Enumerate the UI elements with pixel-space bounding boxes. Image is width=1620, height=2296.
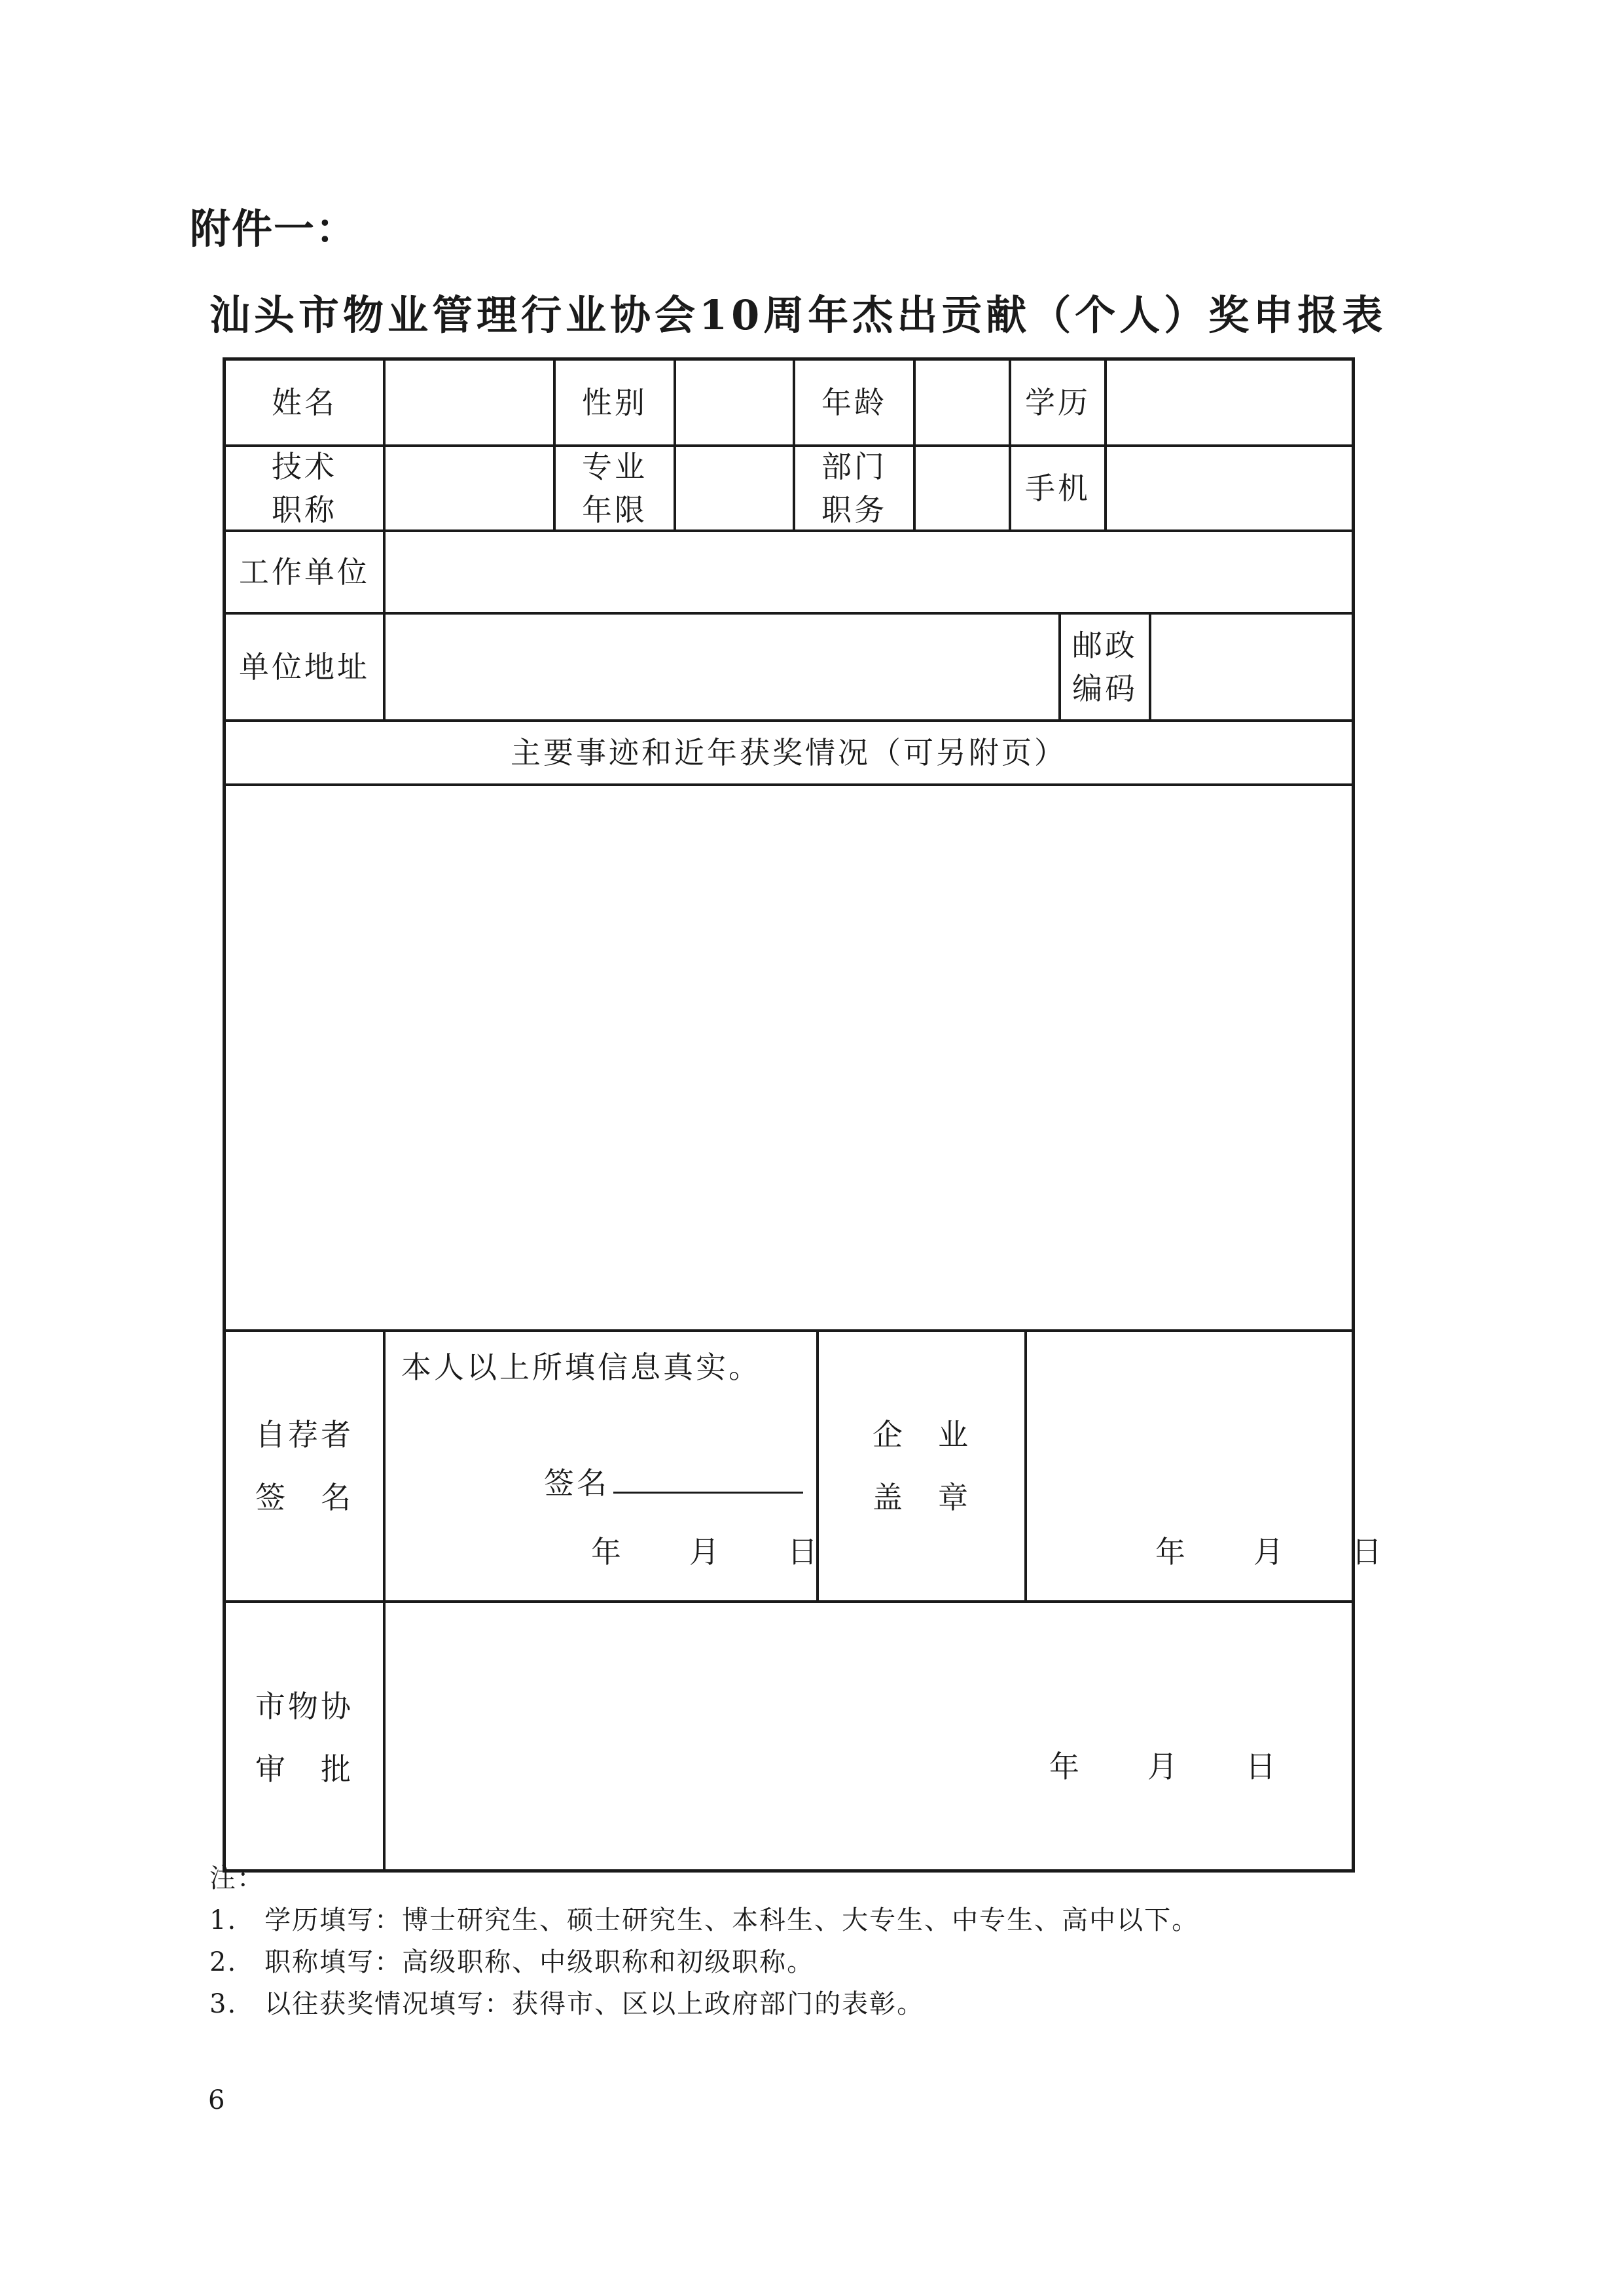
name-input[interactable] xyxy=(386,361,553,444)
postcode-label: 邮政 编码 xyxy=(1072,628,1138,706)
col-divider xyxy=(1024,1329,1027,1600)
attachment-label: 附件一： xyxy=(190,205,358,253)
company-seal-date: 年 月 日 xyxy=(1155,1534,1384,1570)
professional-years-label: 专业 年限 xyxy=(582,449,647,528)
achievements-heading: 主要事迹和近年获奖情况（可另附页） xyxy=(511,735,1067,770)
mobile-label: 手机 xyxy=(1025,471,1090,506)
age-input[interactable] xyxy=(916,361,1009,444)
company-seal-label: 企 业 盖 章 xyxy=(873,1417,971,1515)
page-number: 6 xyxy=(208,2085,225,2115)
col-divider xyxy=(383,1329,386,1873)
age-label: 年龄 xyxy=(821,385,887,420)
notes-heading: 注： xyxy=(209,1863,264,1893)
application-form xyxy=(223,357,1384,1873)
name-label: 姓名 xyxy=(272,385,337,420)
postcode-input[interactable] xyxy=(1151,615,1352,719)
department-position-label: 部门 职务 xyxy=(821,449,887,528)
address-input[interactable] xyxy=(386,615,1058,719)
note-item: 2. 职称填写：高级职称、中级职称和初级职称。 xyxy=(209,1947,815,1977)
professional-years-input[interactable] xyxy=(676,447,793,529)
signature-field[interactable] xyxy=(544,1459,803,1503)
gender-label: 性别 xyxy=(582,385,647,420)
form-title: 汕头市物业管理行业协会10周年杰出贡献（个人）奖申报表 xyxy=(209,291,1387,339)
self-recommender-label: 自荐者 签 名 xyxy=(255,1417,353,1515)
gender-input[interactable] xyxy=(676,361,793,444)
notes xyxy=(209,1857,1199,2025)
department-position-input[interactable] xyxy=(916,447,1009,529)
self-date: 年 月 日 xyxy=(591,1534,820,1570)
technical-title-label: 技术 职称 xyxy=(272,449,337,528)
achievements-input[interactable] xyxy=(226,786,1352,1329)
signature-line[interactable] xyxy=(613,1459,803,1494)
address-label: 单位地址 xyxy=(239,649,370,685)
technical-title-input[interactable] xyxy=(386,447,553,529)
workplace-label: 工作单位 xyxy=(239,554,370,590)
row-divider xyxy=(226,1600,1352,1603)
workplace-input[interactable] xyxy=(386,532,1352,612)
self-statement: 本人以上所填信息真实。 xyxy=(401,1350,761,1385)
row-divider xyxy=(226,1329,1352,1332)
education-input[interactable] xyxy=(1107,361,1352,444)
mobile-input[interactable] xyxy=(1107,447,1352,529)
signature-label: 签名 xyxy=(544,1465,609,1501)
note-item: 1. 学历填写：博士研究生、硕士研究生、本科生、大专生、中专生、高中以下。 xyxy=(209,1905,1200,1935)
approval-label: 市物协 审 批 xyxy=(255,1689,353,1787)
approval-date: 年 月 日 xyxy=(1049,1749,1278,1784)
note-item: 3. 以往获奖情况填写：获得市、区以上政府部门的表彰。 xyxy=(209,1989,925,2019)
education-label: 学历 xyxy=(1025,385,1090,420)
